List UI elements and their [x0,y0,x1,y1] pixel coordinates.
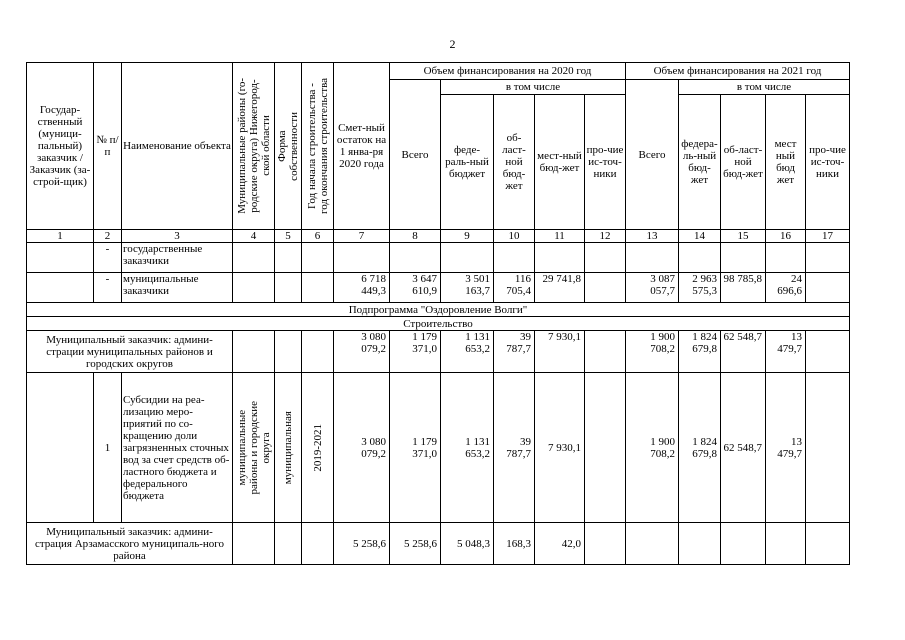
cell-value: 168,3 [494,523,535,565]
header-districts: Муниципальные районы (го- родские округа) Нижегород- ской области [233,63,275,230]
col-num: 12 [585,230,626,243]
header-fin-2020: Объем финансирования на 2020 год [390,63,626,80]
cell-value [585,373,626,523]
header-total-2020: Всего [390,80,441,230]
col-num: 10 [494,230,535,243]
header-federal-2020: феде-раль-ный бюджет [441,95,494,230]
col-num: 7 [334,230,390,243]
cell-value: 7 930,1 [535,331,585,373]
col-num: 8 [390,230,441,243]
cell-value: 42,0 [535,523,585,565]
cell-value: 13 479,7 [766,373,806,523]
col-num: 3 [122,230,233,243]
row-name: Субсидии на реа-лизацию меро-приятий по со-кращению доли загрязненных сточных вод за счет средств об-ластного бюджета и федерального бюджета [122,373,233,523]
row-municipal-customers [27,273,850,303]
header-regional-2020: об-ласт-ной бюд-жет [494,95,535,230]
col-num: 11 [535,230,585,243]
row-construction [27,317,850,331]
cell-value: 5 048,3 [441,523,494,565]
col-num: 16 [766,230,806,243]
header-local-2021: мест ный бюд жет [766,95,806,230]
col-num: 6 [302,230,334,243]
cell-value: 3 087 057,7 [626,273,679,303]
header-ownership: Форма собственности [275,63,302,230]
row-name: Муниципальный заказчик: админи-страции муниципальных районов и городских округов [27,331,233,373]
row-subprogram [27,303,850,317]
cell-value: 1 824 679,8 [679,331,721,373]
row-dash: - [94,243,122,273]
header-estimate: Смет-ный остаток на 1 янва-ря 2020 года [334,63,390,230]
cell-value: 3 647 610,9 [390,273,441,303]
header-incl-2021: в том числе [679,80,850,95]
header-fin-2021: Объем финансирования на 2021 год [626,63,850,80]
col-num: 2 [94,230,122,243]
col-num: 1 [27,230,94,243]
cell-value: 1 900 708,2 [626,331,679,373]
header-incl-2020: в том числе [441,80,626,95]
cell-value: 98 785,8 [721,273,766,303]
cell-value [585,523,626,565]
cell-value [806,273,850,303]
cell-value: 24 696,6 [766,273,806,303]
header-row-1 [27,63,850,80]
row-state-customers [27,243,850,273]
cell-value: 6 718 449,3 [334,273,390,303]
cell-value [806,373,850,523]
cell-value: 116 705,4 [494,273,535,303]
col-num: 4 [233,230,275,243]
cell-value [721,523,766,565]
cell-value [766,523,806,565]
cell-value: 13 479,7 [766,331,806,373]
header-other-2021: про-чие ис-точ-ники [806,95,850,230]
row-number: 1 [94,373,122,523]
header-num: № п/п [94,63,122,230]
col-num: 17 [806,230,850,243]
subprogram-title: Подпрограмма "Оздоровление Волги" [27,303,850,317]
cell-value [806,523,850,565]
cell-value: 62 548,7 [721,331,766,373]
cell-value: 1 824 679,8 [679,373,721,523]
cell-value: 3 080 079,2 [334,373,390,523]
cell-value: 5 258,6 [334,523,390,565]
cell-value: 1 179 371,0 [390,373,441,523]
col-num: 15 [721,230,766,243]
col-num: 5 [275,230,302,243]
cell-districts: муниципальные районы и городские округа [233,373,275,523]
header-object-name: Наименование объекта [122,63,233,230]
header-local-2020: мест-ный бюд-жет [535,95,585,230]
cell-value: 5 258,6 [390,523,441,565]
col-num: 13 [626,230,679,243]
cell-ownership: муниципальная [275,373,302,523]
header-years: Год начала строительства - год окончания строительства [302,63,334,230]
row-name: государственные заказчики [122,243,233,273]
cell-value: 1 131 653,2 [441,373,494,523]
header-regional-2021: об-ласт-ной бюд-жет [721,95,766,230]
cell-value [585,273,626,303]
cell-value: 1 131 653,2 [441,331,494,373]
cell-value: 7 930,1 [535,373,585,523]
cell-value: 39 787,7 [494,373,535,523]
cell-value: 62 548,7 [721,373,766,523]
header-other-2020: про-чие ис-точ-ники [585,95,626,230]
cell-years: 2019-2021 [302,373,334,523]
row-arzamas [27,523,850,565]
header-customer: Государ-ственный (муници-пальный) заказчик / Заказчик (за-строй-щик) [27,63,94,230]
row-name: муниципальные заказчики [122,273,233,303]
row-admin-districts [27,331,850,373]
cell-value: 1 179 371,0 [390,331,441,373]
financing-table [26,62,850,565]
col-num: 14 [679,230,721,243]
row-dash: - [94,273,122,303]
cell-value: 3 080 079,2 [334,331,390,373]
cell-value [585,331,626,373]
cell-value: 29 741,8 [535,273,585,303]
cell-value [626,523,679,565]
header-federal-2021: федера-ль-ный бюд-жет [679,95,721,230]
col-num: 9 [441,230,494,243]
cell-value: 3 501 163,7 [441,273,494,303]
column-number-row [27,230,850,243]
row-item-1 [27,373,850,523]
cell-value: 2 963 575,3 [679,273,721,303]
cell-value [679,523,721,565]
cell-value [806,331,850,373]
row-name: Муниципальный заказчик: админи-страция Арзамасского муниципаль-ного района [27,523,233,565]
section-title: Строительство [27,317,850,331]
header-total-2021: Всего [626,80,679,230]
cell-value: 39 787,7 [494,331,535,373]
cell-value: 1 900 708,2 [626,373,679,523]
page-number: 2 [449,37,456,51]
